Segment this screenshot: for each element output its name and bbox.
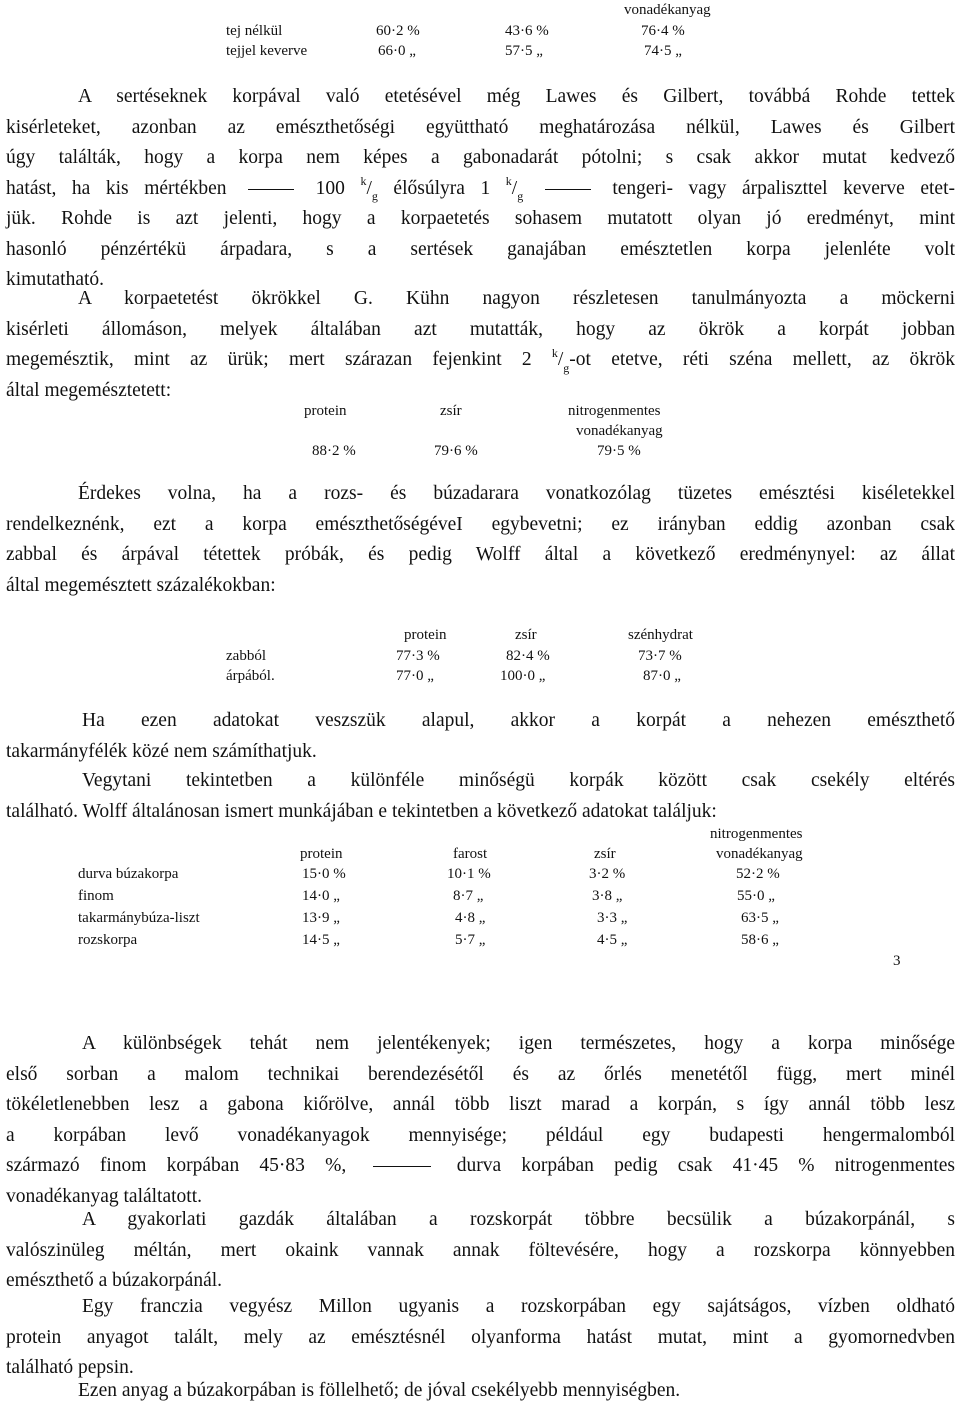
- table4-header: farost: [453, 846, 488, 862]
- table4-cell: 8·7 „: [453, 888, 484, 904]
- dash-rule: [373, 1166, 431, 1167]
- paragraph-6: [6, 1029, 955, 1212]
- unit-k: k: [360, 174, 367, 188]
- unit-g: g: [563, 360, 570, 375]
- paragraph-8: [6, 1292, 955, 1384]
- text-line: származó finom korpában 45·83 %,: [6, 1155, 347, 1176]
- table3-header: protein: [404, 627, 447, 643]
- table4-cell: 52·2 %: [736, 866, 780, 882]
- table4-cell: 10·1 %: [447, 866, 491, 882]
- text-line: által megemésztetett:: [6, 379, 172, 401]
- table4-cell: 55·0 „: [737, 888, 775, 904]
- text-line: kimutatható.: [6, 269, 105, 290]
- table4-cell: 4·5 „: [597, 932, 628, 948]
- text-line: található pepsin.: [6, 1357, 134, 1378]
- text-line: protein anyagot talált, mely az emésztésnél olyanforma hatást mutat, mint a gyomornedvben: [6, 1326, 955, 1348]
- table4-cell: 3·8 „: [592, 888, 623, 904]
- table2-header: vonadékanyag: [576, 423, 663, 439]
- text-line: vonadékanyag találtatott.: [6, 1185, 203, 1207]
- text-line: Vegytani tekintetben a különféle minőségü korpák között csak csekély eltérés: [82, 770, 955, 791]
- page-number: 3: [893, 953, 901, 969]
- text-line: élősúlyra 1: [393, 177, 491, 199]
- text-line: rendelkeznénk, ezt a korpa emészthetőségéveI egybevetni; ez irányban eddig azonban csak: [6, 513, 955, 535]
- text-line: A különbségek tehát nem jelentékenyek; igen természetes, hogy a korpa minősége: [82, 1033, 955, 1054]
- table4-row-label: durva búzakorpa: [78, 866, 179, 882]
- text-line: hasonló pénzértékü árpadara, s a sertések ganajában emésztetlen korpa jelenléte volt: [6, 238, 955, 260]
- text-line: tökéletlenebben lesz a gabona kiőrölve, annál több liszt marad a korpán, s így annál több lesz: [6, 1094, 955, 1115]
- table4-cell: 3·2 %: [589, 866, 626, 882]
- paragraph-7: [6, 1205, 955, 1297]
- unit-g: g: [517, 189, 524, 204]
- table4-cell: 14·0 „: [302, 888, 340, 904]
- table2-cell: 79·6 %: [434, 443, 478, 459]
- dash-rule: [248, 189, 294, 190]
- table1-row-label: tejjel keverve: [226, 43, 308, 59]
- paragraph-1: A sertéseknek korpával való etetésével még Lawes és Gilbert, továbbá Rohde tettek kisérleteket, azonban az emészthetőségi együttható meghatározása nélkül, Lawes és Gilbert úgy találták, hogy a korpa nem képes a gabonadarát pótolni; s csak akkor mutat kedvező hatást, ha kis mértékben 100 $^k/_g$ élősúlyra 1 $^k/_g$ tengeri- vagy árpaliszttel keverve etet- jük. Rohde is azt jelenti, hogy a korpaetetés sohasem mutatott olyan jó eredményt, mint hasonló pénzértékü árpadara, s a sertések ganajában emésztetlen korpa jelenléte volt kimutatható.: [6, 86, 955, 290]
- table4-cell: 4·8 „: [455, 910, 486, 926]
- text-line: a korpában levő vonadékanyagok mennyisége; például egy budapesti hengermalomból: [6, 1124, 955, 1146]
- table3-cell: 73·7 %: [638, 648, 682, 664]
- text-line: jük. Rohde is azt jelenti, hogy a korpaetetés sohasem mutatott olyan jó eredményt, mint: [6, 208, 955, 229]
- paragraph-4: [6, 706, 955, 767]
- text-line: Egy franczia vegyész Millon ugyanis a rozskorpában egy sajátságos, vízben oldható: [82, 1296, 955, 1317]
- table4-header: nitrogenmentes: [710, 826, 803, 842]
- table2-header: zsír: [440, 403, 462, 419]
- text-line: emészthető a búzakorpánál.: [6, 1270, 223, 1291]
- table2-header: nitrogenmentes: [568, 403, 661, 419]
- text-line: kisérleteket, azonban az emészthetőségi együttható meghatározása nélkül, Lawes és Gilbert: [6, 116, 955, 138]
- text-line: takarmányfélék közé nem számíthatjuk.: [6, 740, 317, 762]
- text-line: által megemésztett százalékokban:: [6, 574, 276, 596]
- text-line: durva korpában pedig csak 41·45 % nitrogenmentes: [456, 1155, 955, 1176]
- table1-cell: 57·5 „: [505, 43, 543, 59]
- table3-cell: 87·0 „: [643, 668, 681, 684]
- text-line: A gyakorlati gazdák általában a rozskorpát többre becsülik a búzakorpánál, s: [82, 1209, 955, 1230]
- table1-cell: 43·6 %: [505, 23, 549, 39]
- unit-k: k: [551, 345, 558, 360]
- table4-header: zsír: [594, 846, 616, 862]
- unit-k: k: [505, 174, 512, 188]
- table1-cell: 76·4 %: [641, 23, 685, 39]
- text-line: megemésztik, mint az ürük; mert szárazan fejenkint 2: [6, 349, 532, 370]
- text-line: Ha ezen adatokat veszszük alapul, akkor a korpát a nehezen emészthető: [82, 710, 955, 731]
- table4-cell: 15·0 %: [302, 866, 346, 882]
- table4-cell: 58·6 „: [741, 932, 779, 948]
- paragraph-5: [6, 766, 955, 827]
- text-line: kisérleti állomáson, melyek általában azt mutatták, hogy az ökrök a korpát jobban: [6, 318, 955, 340]
- table4-cell: 3·3 „: [597, 910, 628, 926]
- text-line: -ot etetve, réti széna mellett, az ökrök: [569, 349, 955, 370]
- table1-cell: 60·2 %: [376, 23, 420, 39]
- table4-cell: 13·9 „: [302, 910, 340, 926]
- text-line: 100: [315, 177, 345, 199]
- paragraph-2: A korpaetetést ökrökkel G. Kühn nagyon részletesen tanulmányozta a möckerni kisérleti állomáson, melyek általában azt mutatták, hogy az ökrök a korpát jobban megemésztik, mint az ürük; mert szárazan fejenkint 2 $^k/_g-ot$ etetve, réti széna mellett, az ökrök által megemésztetett:: [6, 288, 955, 401]
- text-line: tengeri- vagy árpaliszttel keverve etet-: [612, 177, 955, 199]
- table3-header: szénhydrat: [628, 627, 693, 643]
- paragraph-9: [6, 1376, 955, 1407]
- table4-header: protein: [300, 846, 343, 862]
- table1-col3-header: vonadékanyag: [624, 2, 711, 18]
- table4-row-label: takarmánybúza-liszt: [78, 910, 200, 926]
- text-line: Érdekes volna, ha a rozs- és búzadarara vonatkozólag tüzetes emésztési kiséletekkel: [78, 483, 955, 504]
- text-line: található. Wolff általánosan ismert munkájában e tekintetben a következő adatokat találjuk:: [6, 800, 717, 822]
- table2-cell: 79·5 %: [597, 443, 641, 459]
- dash-rule: [545, 189, 591, 190]
- text-line: A sertéseknek korpával való etetésével még Lawes és Gilbert, továbbá Rohde tettek: [78, 86, 955, 107]
- table4-row-label: finom: [78, 888, 114, 904]
- text-line: hatást, ha kis mértékben: [6, 177, 227, 199]
- table4-cell: 5·7 „: [455, 932, 486, 948]
- table3-row-label: zabból: [226, 648, 266, 664]
- text-line: zabbal és árpával tétettek próbák, és pedig Wolff által a következő eredménynyel: az állat: [6, 544, 955, 565]
- table3-cell: 82·4 %: [506, 648, 550, 664]
- table3-cell: 77·3 %: [396, 648, 440, 664]
- text-line: valószinüleg méltán, mert okaink vannak annak föltevésére, hogy a rozskorpa könnyebben: [6, 1239, 955, 1261]
- table1-row-label: tej nélkül: [226, 23, 283, 39]
- text-line: első sorban a malom technikai berendezésétől és az őrlés menetétől függ, mert minél: [6, 1063, 955, 1085]
- table1-cell: 74·5 „: [644, 43, 682, 59]
- text-line: A korpaetetést ökrökkel G. Kühn nagyon részletesen tanulmányozta a möckerni: [78, 288, 955, 309]
- paragraph-3: [6, 479, 955, 601]
- table4-cell: 14·5 „: [302, 932, 340, 948]
- table4-header: vonadékanyag: [716, 846, 803, 862]
- table3-cell: 77·0 „: [396, 668, 434, 684]
- table4-row-label: rozskorpa: [78, 932, 138, 948]
- unit-g: g: [371, 189, 378, 204]
- table1-cell: 66·0 „: [378, 43, 416, 59]
- table3-row-label: árpából.: [226, 668, 275, 684]
- table3-cell: 100·0 „: [500, 668, 546, 684]
- table2-cell: 88·2 %: [312, 443, 356, 459]
- text-line: Ezen anyag a búzakorpában is föllelhető; de jóval csekélyebb mennyiségben.: [78, 1380, 681, 1401]
- table3-header: zsír: [515, 627, 537, 643]
- table4-cell: 63·5 „: [741, 910, 779, 926]
- text-line: úgy találták, hogy a korpa nem képes a gabonadarát pótolni; s csak akkor mutat kedvező: [6, 147, 955, 168]
- table2-header: protein: [304, 403, 347, 419]
